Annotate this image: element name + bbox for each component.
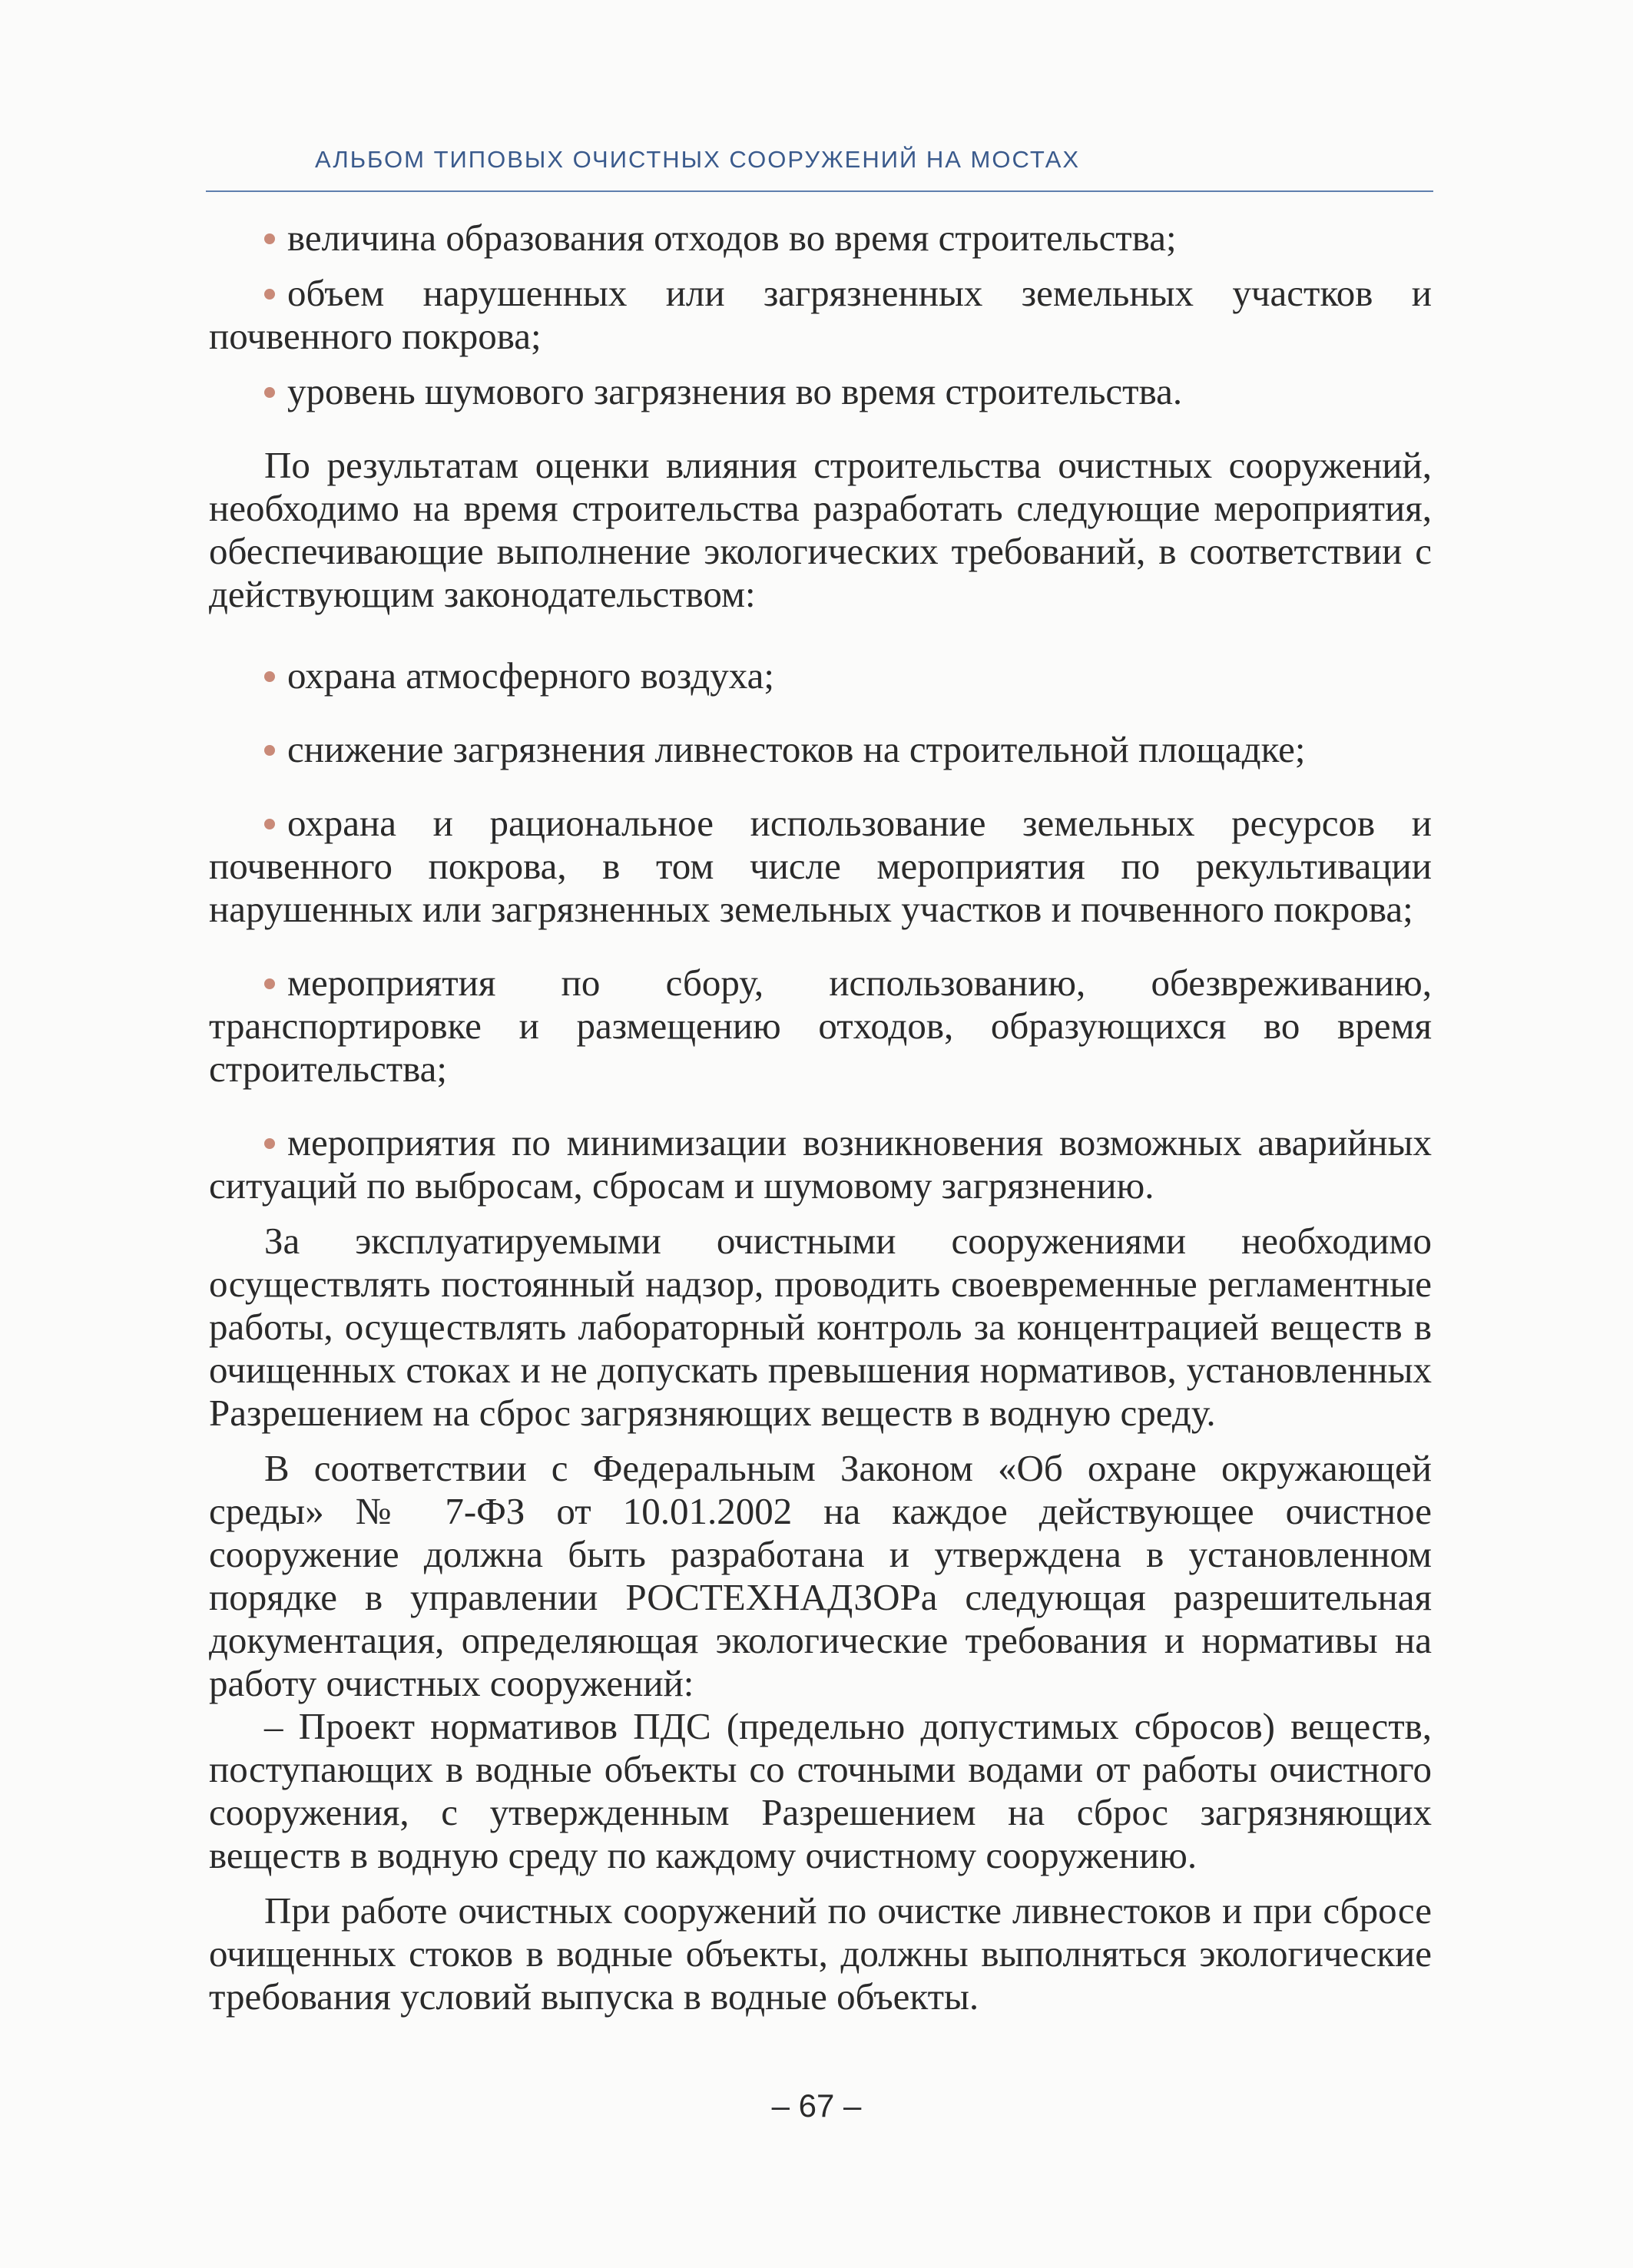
list-item-text: мероприятия по минимизации возникновения возможных аварийных ситуаций по выбросам, сбросам и шумовому загрязнению.	[209, 1121, 1432, 1207]
paragraph: В соответствии с Федеральным Законом «Об охране окружающей среды» № 7-ФЗ от 10.01.2002 на каждое действующее очистное сооружение должна быть разработана и утверждена в установленном порядке в управлении РОСТЕХНАДЗОРа следующая разрешительная документация, определяющая экологические требования и нормативы на работу очистных сооружений:	[209, 1447, 1432, 1704]
paragraph: При работе очистных сооружений по очистке ливнестоков и при сбросе очищенных стоков в водные объекты, должны выполняться экологические требования условий выпуска в водные объекты.	[209, 1889, 1432, 2018]
bullet-dot-icon	[264, 745, 275, 756]
page-number: – 67 –	[771, 2088, 862, 2124]
bullet-dot-icon	[264, 819, 275, 829]
list-item-text: уровень шумового загрязнения во время строительства.	[287, 370, 1183, 412]
bullet-dot-icon	[264, 387, 275, 398]
list-item-text: охрана атмосферного воздуха;	[287, 654, 774, 697]
paragraph: За эксплуатируемыми очистными сооружениями необходимо осуществлять постоянный надзор, проводить своевременные регламентные работы, осуществлять лабораторный контроль за концентрацией веществ в очищенных стоках и не допускать превышения нормативов, установленных Разрешением на сброс загрязняющих веществ в водную среду.	[209, 1220, 1432, 1434]
list-item-text: охрана и рациональное использование земельных ресурсов и почвенного покрова, в том числе мероприятия по рекультивации нарушенных или загрязненных земельных участков и почвенного покрова;	[209, 802, 1432, 930]
paragraph: – Проект нормативов ПДС (предельно допустимых сбросов) веществ, поступающих в водные объекты со сточными водами от работы очистного сооружения, с утвержденным Разрешением на сброс загрязняющих веществ в водную среду по каждому очистному сооружению.	[209, 1705, 1432, 1876]
page-body	[209, 217, 1432, 2018]
header-divider	[206, 190, 1433, 192]
bullet-dot-icon	[264, 671, 275, 682]
list-item-text: снижение загрязнения ливнестоков на строительной площадке;	[287, 728, 1306, 770]
list-item	[209, 370, 1432, 413]
list-item	[209, 802, 1432, 931]
list-item-text: объем нарушенных или загрязненных земельных участков и почвенного покрова;	[209, 272, 1432, 357]
list-item	[209, 654, 1432, 697]
list-item	[209, 728, 1432, 771]
list-item	[209, 272, 1432, 358]
running-header: АЛЬБОМ ТИПОВЫХ ОЧИСТНЫХ СООРУЖЕНИЙ НА МОСТАХ	[315, 146, 1081, 173]
list-item	[209, 962, 1432, 1091]
bullet-dot-icon	[264, 1138, 275, 1149]
list-item	[209, 217, 1432, 260]
list-item-text: мероприятия по сбору, использованию, обезвреживанию, транспортировке и размещению отходов, образующихся во время строительства;	[209, 962, 1432, 1090]
bullet-dot-icon	[264, 233, 275, 244]
bullet-dot-icon	[264, 289, 275, 300]
list-item-text: величина образования отходов во время строительства;	[287, 217, 1177, 259]
list-item	[209, 1121, 1432, 1207]
paragraph: По результатам оценки влияния строительства очистных сооружений, необходимо на время строительства разработать следующие мероприятия, обеспечивающие выполнение экологических требований, в соответствии с действующим законодательством:	[209, 444, 1432, 615]
bullet-dot-icon	[264, 978, 275, 989]
